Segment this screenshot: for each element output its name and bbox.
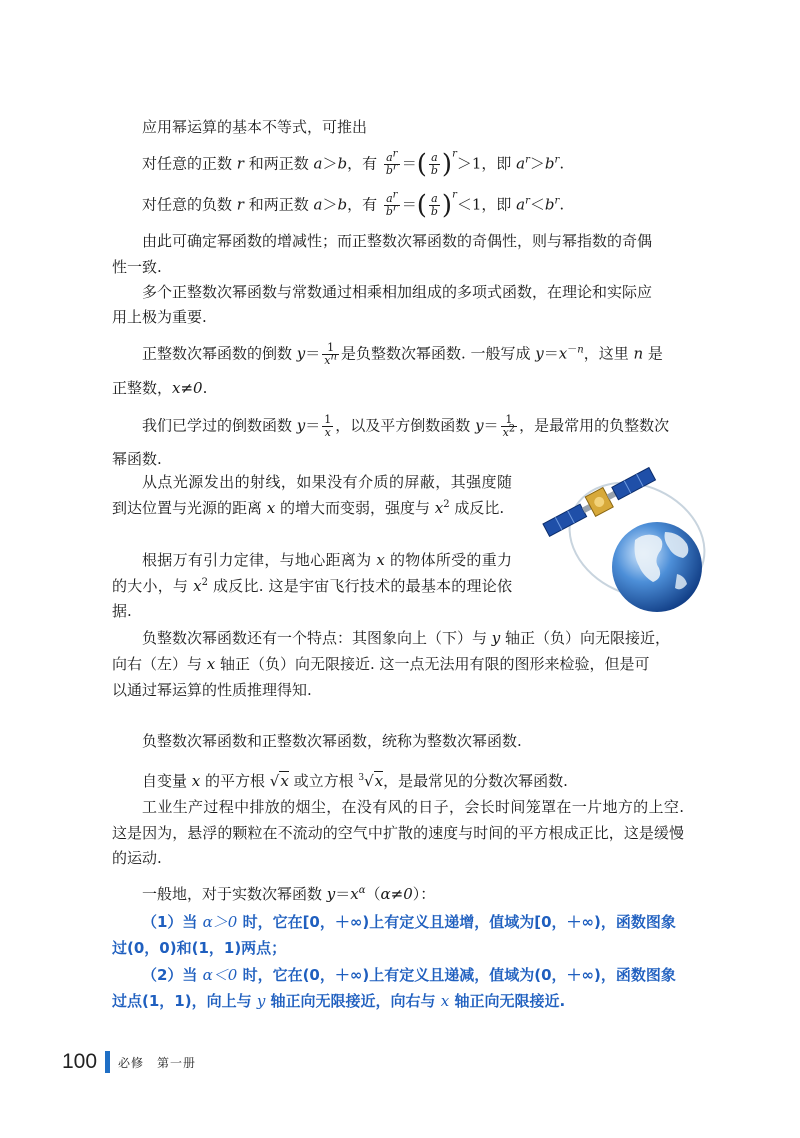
para-asymptote-b: 向右（左）与 x 轴正（负）向无限接近. 这一点无法用有限的图形来检验，但是可 bbox=[112, 655, 650, 673]
conclusion-alpha-positive-b: 过(0，0)和(1，1)两点； bbox=[112, 939, 287, 957]
para-power-inequality-intro: 应用幂运算的基本不等式，可推出 bbox=[142, 118, 368, 136]
para-asymptote-a: 负整数次幂函数还有一个特点：其图象向上（下）与 y 轴正（负）向无限接近， bbox=[142, 629, 671, 647]
para-gravity: 根据万有引力定律，与地心距离为 x 的物体所受的重力的大小，与 $x^2$ 成反比. 这是宇宙飞行技术的最基本的理论依据. bbox=[112, 551, 512, 620]
para-real-power-intro: 一般地，对于实数次幂函数 $y=x^\alpha(\alpha\ne 0)$： bbox=[142, 885, 436, 903]
para-negative-integer-power-a: 正整数次幂函数的倒数 y＝ $\frac{1}{x^n}$ 是负整数次幂函数. 一般写成 $y=x^{-n}$，这里 n 是 bbox=[142, 341, 663, 367]
para-integer-power-def: 负整数次幂函数和正整数次幂函数，统称为整数次幂函数. bbox=[142, 732, 522, 750]
para-polynomial-b: 用上极为重要. bbox=[112, 308, 207, 326]
conclusion-alpha-positive-a: （1）当 α＞0 时，它在[0，＋∞)上有定义且递增，值域为[0，＋∞)，函数图象 bbox=[142, 913, 676, 931]
page-number: 100 bbox=[62, 1050, 98, 1073]
para-negative-integer-power-b: 正整数，x≠0. bbox=[112, 379, 208, 397]
para-reciprocal-a: 我们已学过的倒数函数 y＝ $\frac{1}{x}$ ，以及平方倒数函数 y＝ $\frac{1}{x^2}$ ，是最常用的负整数次 bbox=[142, 413, 670, 439]
satellite-earth-illustration bbox=[537, 462, 709, 612]
book-title: 必修 第一册 bbox=[118, 1055, 197, 1070]
page-footer bbox=[62, 1050, 196, 1074]
para-monotonicity-b: 性一致. bbox=[112, 258, 162, 276]
para-smoke-dust: 工业生产过程中排放的烟尘，在没有风的日子，会长时间笼罩在一片地方的上空. 这是因为，悬浮的颗粒在不流动的空气中扩散的速度与时间的平方根成正比，这是缓慢的运动. bbox=[112, 798, 684, 867]
para-fractional-power: 自变量 x 的平方根 √x 或立方根 $^3$√x，是最常见的分数次幂函数. bbox=[142, 772, 568, 790]
para-reciprocal-b: 幂函数. bbox=[112, 450, 162, 468]
footer-accent-bar bbox=[105, 1051, 110, 1073]
para-point-light-source: 从点光源发出的射线，如果没有介质的屏蔽，其强度随到达位置与光源的距离 x 的增大而变弱，强度与 $x^2$ 成反比. bbox=[112, 473, 512, 517]
conclusion-alpha-negative-b: 过点(1，1)，向上与 y 轴正向无限接近，向右与 x 轴正向无限接近. bbox=[112, 992, 566, 1010]
para-monotonicity-a: 由此可确定幂函数的增减性；而正整数次幂函数的奇偶性，则与幂指数的奇偶 bbox=[142, 232, 653, 250]
conclusion-alpha-negative-a: （2）当 α＜0 时，它在(0，＋∞)上有定义且递减，值域为(0，＋∞)，函数图象 bbox=[142, 966, 676, 984]
para-polynomial-a: 多个正整数次幂函数与常数通过相乘相加组成的多项式函数，在理论和实际应 bbox=[142, 283, 653, 301]
para-negative-r: 对任意的负数 r 和两正数 a＞b，有 $\frac{a^r}{b^r}$ ＝( $\frac{a}{b}$ )$^r$＜1，即 $a^r<b^r$. bbox=[142, 189, 565, 221]
para-asymptote-c: 以通过幂运算的性质推理得知. bbox=[112, 681, 312, 699]
para-positive-r: 对任意的正数 r 和两正数 a＞b，有 $\frac{a^r}{b^r}$ ＝( $\frac{a}{b}$ )$^r$＞1，即 $a^r>b^r$. bbox=[142, 148, 565, 180]
